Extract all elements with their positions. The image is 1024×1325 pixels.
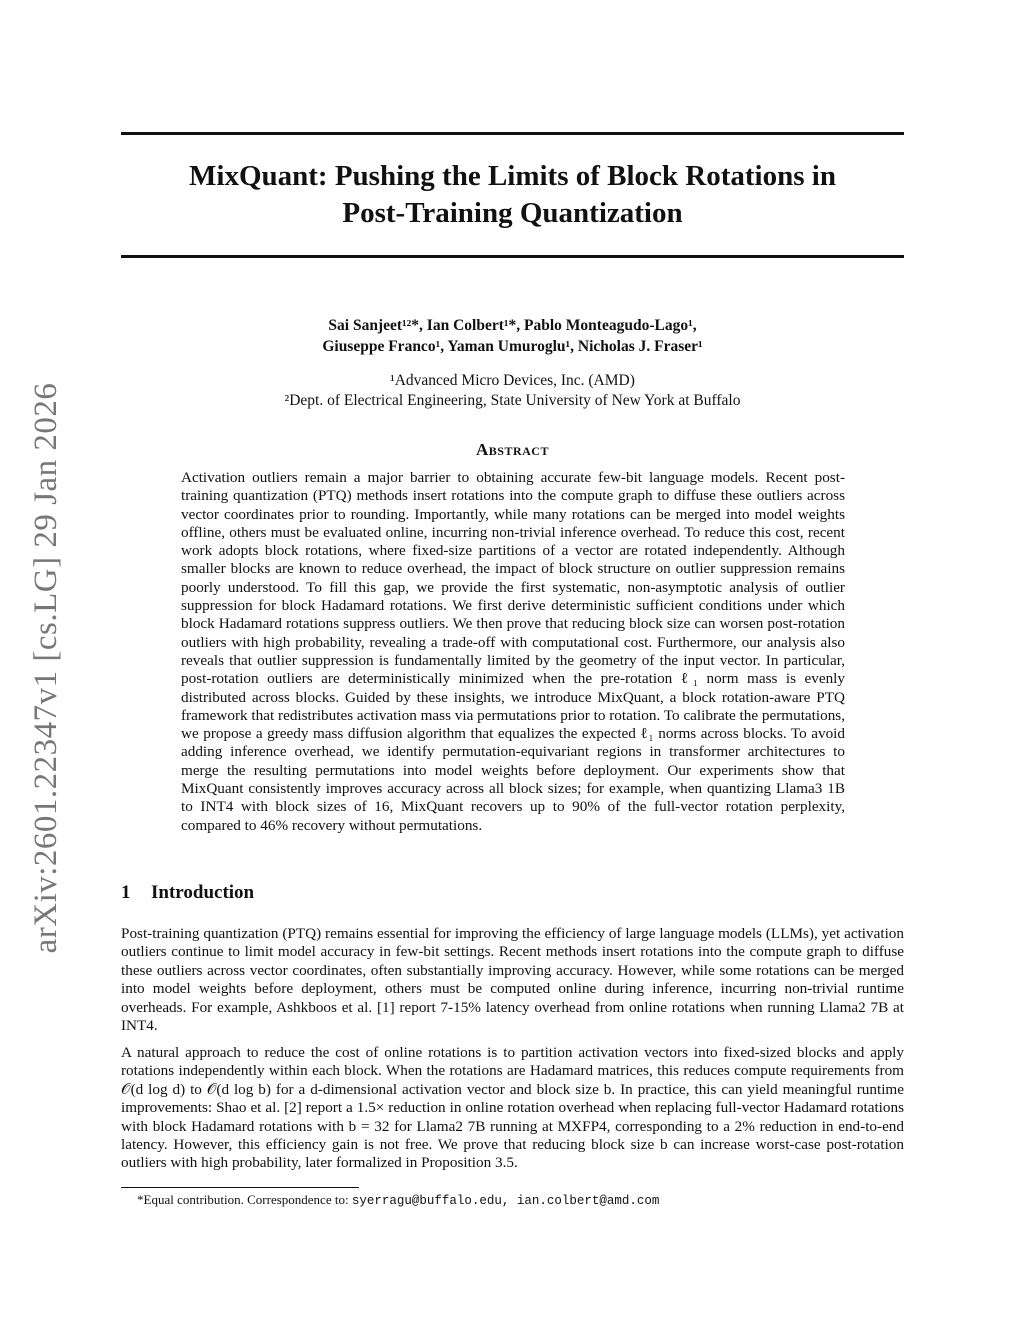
footnote <box>137 1192 659 1209</box>
abstract-heading: Abstract <box>476 440 549 459</box>
title-line-2: Post-Training Quantization <box>342 197 683 229</box>
arxiv-identifier: arXiv:2601.22347v1 [cs.LG] 29 Jan 2026 <box>28 382 64 954</box>
section-number: 1 <box>121 882 131 903</box>
section-title: Introduction <box>151 882 255 903</box>
paper-title <box>121 158 904 232</box>
footnote-rule <box>121 1187 359 1188</box>
title-bottom-rule <box>121 255 904 258</box>
author-list <box>121 315 904 357</box>
abstract-body: Activation outliers remain a major barrier to obtaining accurate few-bit language models. Recent post-training quantization (PTQ) methods insert rotations into the compute graph to diffuse these outliers across vector coordinates prior to rounding. Importantly, while many rotations can be merged into model weights offline, others must be evaluated online, incurring non-trivial inference overhead. To reduce this cost, recent work adopts block rotations, where fixed-size partitions of a vector are rotated independently. Although smaller blocks are known to reduce overhead, the impact of block structure on outlier suppression remains poorly understood. To fill this gap, we provide the first systematic, non-asymptotic analysis of outlier suppression for block Hadamard rotations. We first derive deterministic sufficient conditions under which block Hadamard rotations suppress outliers. We then prove that reducing block size can worsen post-rotation outliers with high probability, revealing a trade-off with computational cost. Furthermore, our analysis also reveals that outlier suppression is fundamentally limited by the geometry of the input vector. In particular, post-rotation outliers are deterministically minimized when the pre-rotation ℓ₁ norm mass is evenly distributed across blocks. Guided by these insights, we introduce MixQuant, a block rotation-aware PTQ framework that redistributes activation mass via permutations prior to rotation. To calibrate the permutations, we propose a greedy mass diffusion algorithm that equalizes the expected ℓ₁ norms across blocks. To avoid adding inference overhead, we identify permutation-equivariant regions in transformer architectures to merge the resulting permutations into model weights before deployment. Our experiments show that MixQuant consistently improves accuracy across all block sizes; for example, when quantizing Llama3 1B to INT4 with block sizes of 16, MixQuant recovers up to 90% of the full-vector rotation perplexity, compared to 46% recovery without permutations. <box>181 469 845 834</box>
footnote-text: *Equal contribution. Correspondence to: <box>137 1192 352 1207</box>
section-heading-introduction <box>121 882 254 904</box>
affiliation-2: ²Dept. of Electrical Engineering, State University of New York at Buffalo <box>284 392 741 409</box>
intro-paragraph-2: A natural approach to reduce the cost of online rotations is to partition activation vectors into fixed-sized blocks and apply rotations independently within each block. When the rotations are Hadamard matrices, this reduces compute requirements from 𝒪(d log d) to 𝒪(d log b) for a d-dimensional activation vector and block size b. In practice, this can yield meaningful runtime improvements: Shao et al. [2] report a 1.5× reduction in online rotation overhead when replacing full-vector Hadamard rotations with block Hadamard rotations with b = 32 for Llama2 7B running at MXFP4, corresponding to a 2% reduction in end-to-end latency. However, this efficiency gain is not free. We prove that reducing block size b can increase worst-case post-rotation outliers with high probability, later formalized in Proposition 3.5. <box>121 1044 904 1172</box>
title-top-rule <box>121 132 904 135</box>
authors-line-2: Giuseppe Franco¹, Yaman Umuroglu¹, Nicholas J. Fraser¹ <box>322 338 703 355</box>
title-line-1: MixQuant: Pushing the Limits of Block Rotations in <box>189 160 836 192</box>
footnote-emails: syerragu@buffalo.edu, ian.colbert@amd.com <box>351 1194 660 1208</box>
affiliations <box>121 371 904 411</box>
affiliation-1: ¹Advanced Micro Devices, Inc. (AMD) <box>390 372 635 389</box>
intro-paragraph-1: Post-training quantization (PTQ) remains essential for improving the efficiency of large language models (LLMs), yet activation outliers continue to limit model accuracy in few-bit settings. Recent methods insert rotations into the compute graph to diffuse these outliers across vector coordinates, often substantially improving accuracy. However, while some rotations can be merged into model weights before deployment, others must be computed online during inference, incurring non-trivial runtime overheads. For example, Ashkboos et al. [1] report 7-15% latency overhead from online rotations when running Llama2 7B at INT4. <box>121 925 904 1035</box>
authors-line-1: Sai Sanjeet¹²*, Ian Colbert¹*, Pablo Monteagudo-Lago¹, <box>328 317 697 334</box>
